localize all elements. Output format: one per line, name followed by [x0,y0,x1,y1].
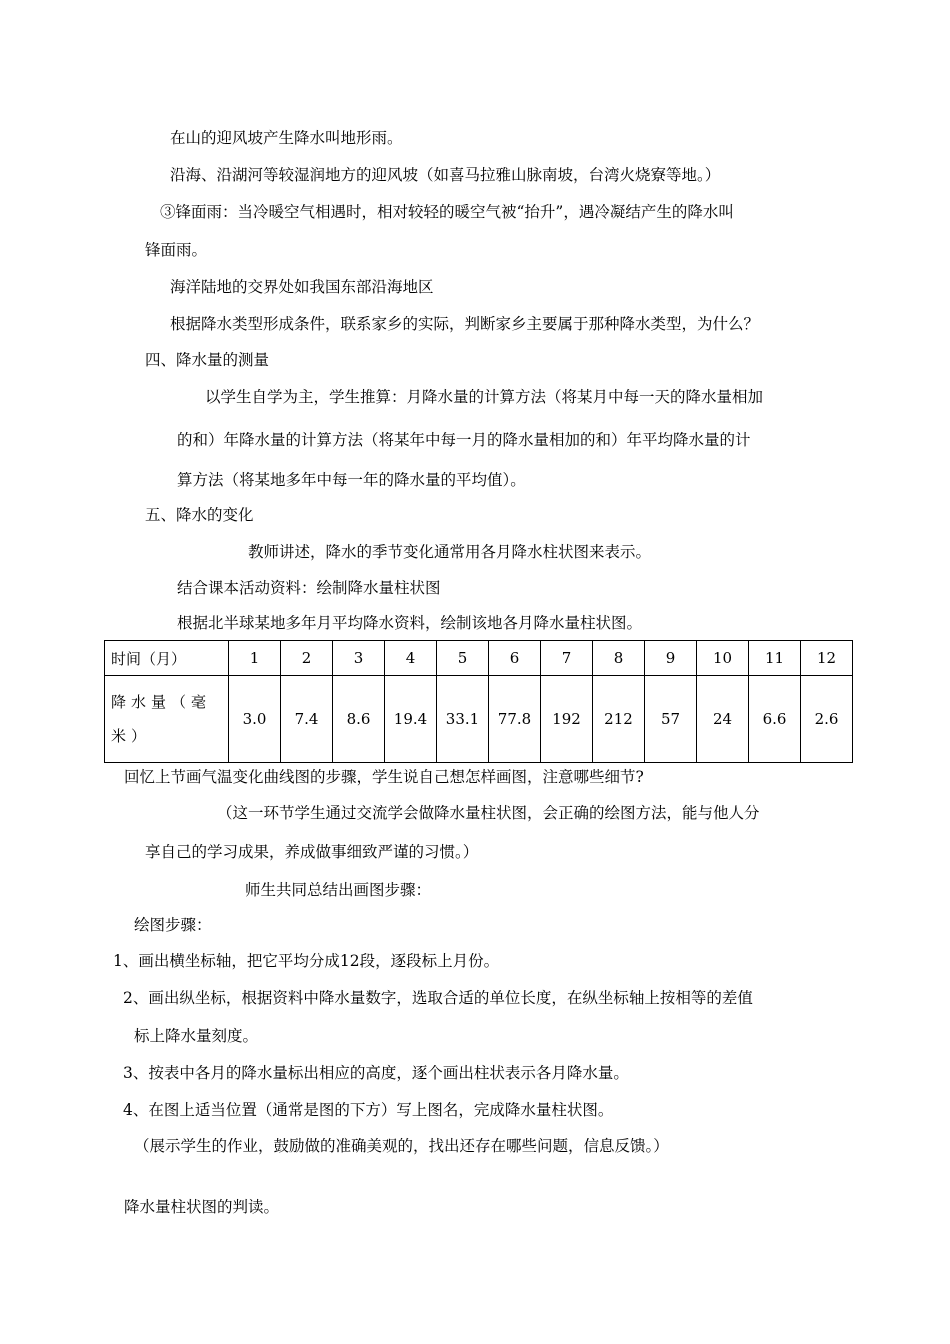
table-cell-month: 12 [801,641,853,676]
table-cell-month: 5 [437,641,489,676]
table-cell-value: 212 [593,676,645,763]
table-cell-value: 3.0 [229,676,281,763]
paragraph-orographic-examples: 沿海、沿湖河等较湿润地方的迎风坡（如喜马拉雅山脉南坡，台湾火烧寮等地。） [170,166,721,184]
step-1: 1、画出横坐标轴，把它平均分成12段，逐段标上月份。 [113,952,500,970]
table-cell-month: 4 [385,641,437,676]
step-4: 4、在图上适当位置（通常是图的下方）写上图名，完成降水量柱状图。 [123,1101,614,1119]
paragraph-measurement-3: 算方法（将某地多年中每一年的降水量的平均值）。 [177,471,526,489]
paragraph-feedback: （展示学生的作业，鼓励做的准确美观的，找出还存在哪些问题，信息反馈。） [134,1137,669,1155]
table-cell-month: 9 [645,641,697,676]
paragraph-recall: 回忆上节画气温变化曲线图的步骤，学生说自己想怎样画图，注意哪些细节? [124,768,644,786]
table-cell-month: 7 [541,641,593,676]
table-header-time: 时间（月） [105,641,229,676]
precipitation-table [104,640,853,763]
paragraph-frontal-rain-cont: 锋面雨。 [145,241,208,259]
paragraph-measurement-2: 的和）年降水量的计算方法（将某年中每一月的降水量相加的和）年平均降水量的计 [177,431,751,449]
heading-section-5: 五、降水的变化 [145,506,254,524]
table-cell-month: 3 [333,641,385,676]
paragraph-interpretation: 降水量柱状图的判读。 [124,1198,280,1216]
table-cell-value: 24 [697,676,749,763]
table-cell-value: 8.6 [333,676,385,763]
table-row-values [105,676,853,763]
table-cell-value: 192 [541,676,593,763]
table-cell-month: 1 [229,641,281,676]
heading-section-4: 四、降水量的测量 [145,351,270,369]
paragraph-question: 根据降水类型形成条件，联系家乡的实际，判断家乡主要属于那种降水类型，为什么？ [170,315,760,333]
table-cell-month: 11 [749,641,801,676]
table-cell-value: 57 [645,676,697,763]
table-cell-month: 8 [593,641,645,676]
table-cell-value: 7.4 [281,676,333,763]
table-cell-value: 33.1 [437,676,489,763]
paragraph-summary: 师生共同总结出画图步骤： [245,881,432,899]
table-cell-value: 19.4 [385,676,437,763]
table-cell-month: 10 [697,641,749,676]
table-cell-month: 2 [281,641,333,676]
heading-steps: 绘图步骤： [134,916,212,934]
paragraph-note-2: 享自己的学习成果，养成做事细致严谨的习惯。） [145,843,479,861]
step-2-cont: 标上降水量刻度。 [134,1027,259,1045]
table-cell-month: 6 [489,641,541,676]
step-3: 3、按表中各月的降水量标出相应的高度，逐个画出柱状表示各月降水量。 [123,1064,629,1082]
table-cell-value: 6.6 [749,676,801,763]
paragraph-data-intro: 根据北半球某地多年月平均降水资料，绘制该地各月降水量柱状图。 [177,614,643,632]
paragraph-frontal-rain: ③锋面雨：当冷暖空气相遇时，相对较轻的暖空气被“抬升”，遇冷凝结产生的降水叫 [160,203,734,221]
paragraph-teacher: 教师讲述，降水的季节变化通常用各月降水柱状图来表示。 [248,543,652,561]
paragraph-note-1: （这一环节学生通过交流学会做降水量柱状图，会正确的绘图方法，能与他人分 [217,804,760,822]
table-row-months [105,641,853,676]
paragraph-frontal-examples: 海洋陆地的交界处如我国东部沿海地区 [170,278,434,296]
table-cell-value: 2.6 [801,676,853,763]
paragraph-activity: 结合课本活动资料：绘制降水量柱状图 [177,579,441,597]
paragraph-measurement-1: 以学生自学为主，学生推算：月降水量的计算方法（将某月中每一天的降水量相加 [205,388,764,406]
table-cell-value: 77.8 [489,676,541,763]
step-2: 2、画出纵坐标，根据资料中降水量数字，选取合适的单位长度，在纵坐标轴上按相等的差值 [123,989,753,1007]
paragraph-orographic-rain: 在山的迎风坡产生降水叫地形雨。 [170,129,403,147]
table-header-precipitation: 降水量（毫米） [105,676,229,763]
